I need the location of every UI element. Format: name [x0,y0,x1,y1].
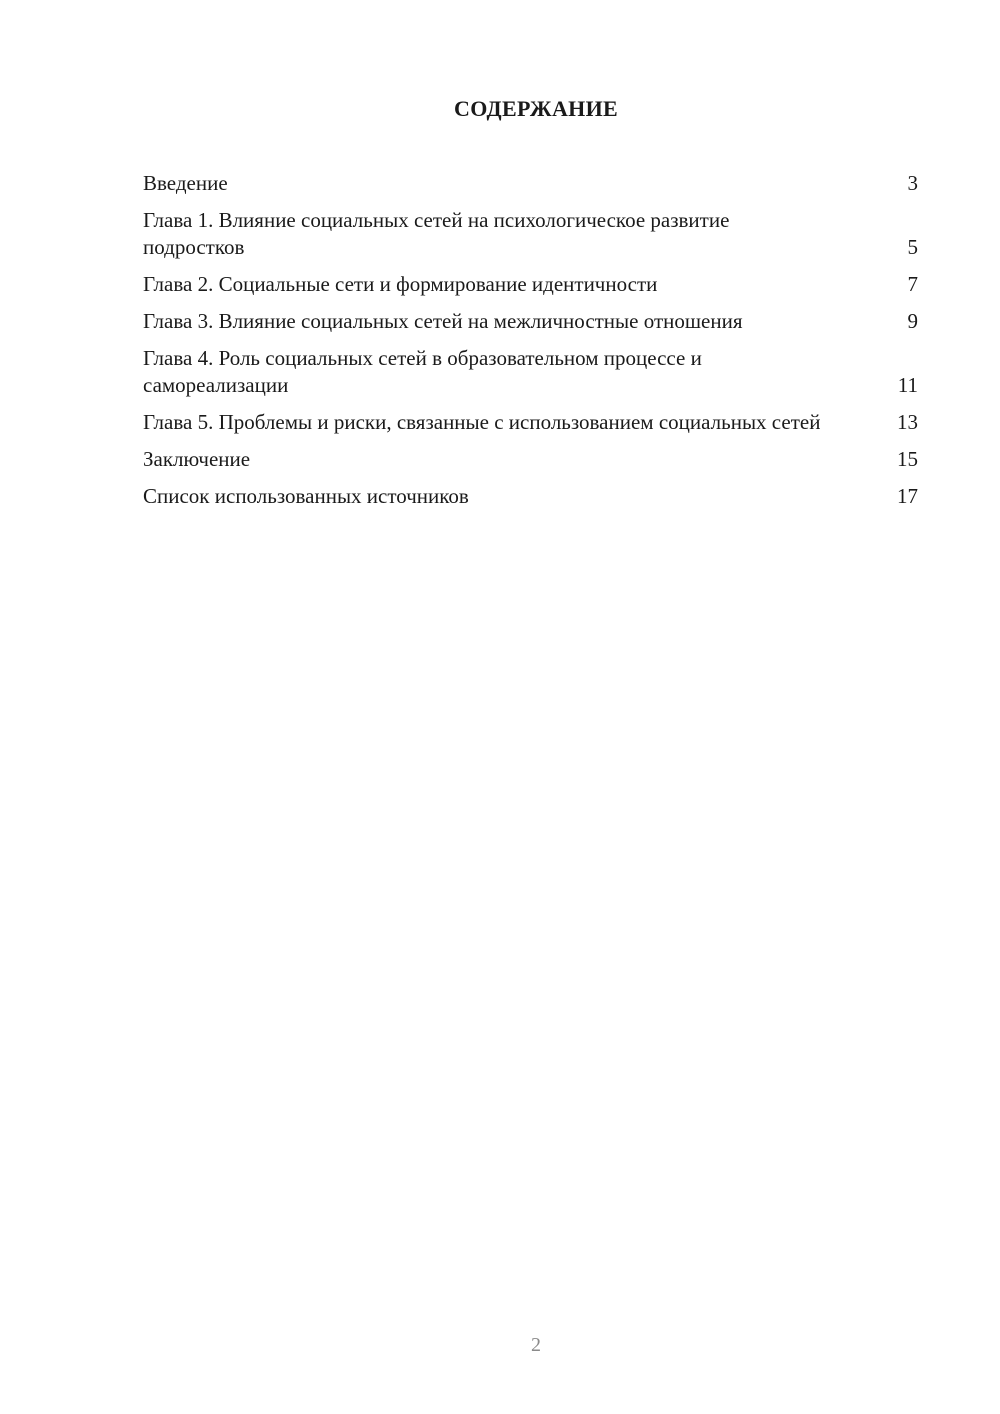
toc-entry-page: 7 [907,272,918,296]
toc-entry-conclusion[interactable] [143,446,918,473]
toc-entry-label: Глава 5. Проблемы и риски, связанные с использованием социальных сетей [143,410,821,434]
toc-entry-chapter-2[interactable] [143,271,918,298]
toc-entry-page: 17 [897,484,918,508]
toc-entry-introduction[interactable] [143,170,918,197]
toc-entry-page: 5 [907,235,918,259]
toc-entry-page: 9 [907,309,918,333]
toc-entry-label: Список использованных источников [143,484,469,508]
toc-entry-label: Глава 1. Влияние социальных сетей на психологическое развитие подростков [143,208,730,259]
toc-entry-chapter-3[interactable] [143,308,918,335]
toc-entry-label: Глава 2. Социальные сети и формирование идентичности [143,272,658,296]
toc-entry-page: 13 [897,410,918,434]
toc-entry-label: Заключение [143,447,251,471]
toc-entry-chapter-5[interactable] [143,409,918,436]
toc-entry-chapter-4[interactable] [143,345,918,399]
toc-entry-page: 15 [897,447,918,471]
toc-entry-page: 11 [897,373,918,397]
page-title: СОДЕРЖАНИЕ [454,96,618,121]
toc-entry-references[interactable] [143,483,918,510]
toc-entry-label: Глава 4. Роль социальных сетей в образовательном процессе и самореализации [143,346,702,397]
table-of-contents [143,170,918,520]
page-number: 2 [531,1334,541,1356]
toc-entry-label: Глава 3. Влияние социальных сетей на межличностные отношения [143,309,743,333]
toc-entry-chapter-1[interactable] [143,207,918,261]
toc-entry-page: 3 [907,171,918,195]
toc-entry-label: Введение [143,171,228,195]
